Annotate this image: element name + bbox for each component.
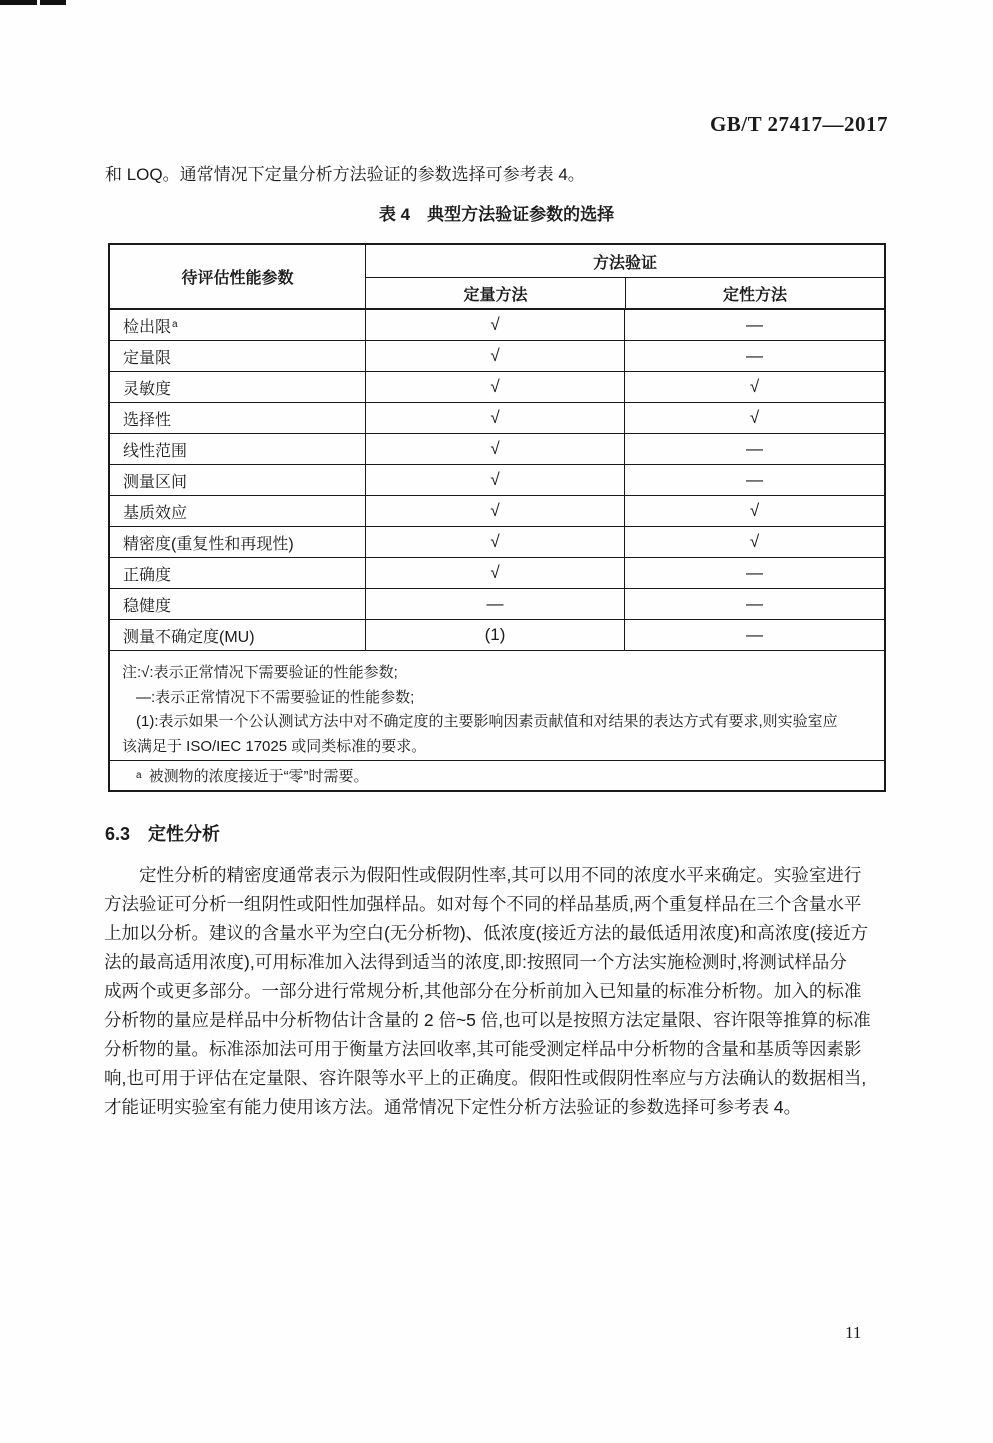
table-footnote [110, 761, 884, 790]
page-number: 11 [845, 1323, 862, 1342]
qualitative-cell: — [746, 439, 763, 458]
quantitative-cell: √ [366, 465, 625, 495]
param-cell: 测量区间 [110, 465, 366, 495]
table-row [110, 589, 884, 620]
table-row [110, 341, 884, 372]
qualitative-cell: √ [749, 377, 760, 396]
qualitative-cell: √ [749, 408, 760, 427]
section-paragraph [104, 861, 896, 1122]
table-body [110, 310, 884, 651]
paragraph-line: 响,也可用于评估在定量限、容许限等水平上的正确度。假阳性或假阴性率应与方法确认的数据相当, [104, 1068, 867, 1088]
paragraph-line: 才能证明实验室有能力使用该方法。通常情况下定性分析方法验证的参数选择可参考表 4。 [104, 1097, 802, 1117]
header-quantitative: 定量方法 [463, 286, 528, 304]
section-title: 定性分析 [148, 824, 221, 844]
footnote-text: 被测物的浓度接近于“零”时需要。 [148, 768, 369, 785]
table-row [110, 372, 884, 403]
quantitative-cell: √ [366, 558, 625, 588]
quantitative-cell: — [366, 589, 625, 619]
table-header [110, 245, 884, 310]
param-cell: 定量限 [110, 341, 366, 371]
param-cell: 灵敏度 [110, 372, 366, 402]
param-cell: 测量不确定度(MU) [110, 620, 366, 650]
paragraph-line: 方法验证可分析一组阴性或阳性加强样品。如对每个不同的样品基质,两个重复样品在三个含量水平 [104, 894, 862, 914]
quantitative-cell: √ [366, 341, 625, 371]
quantitative-cell: √ [366, 372, 625, 402]
note-line: 注:√:表示正常情况下需要验证的性能参数; [122, 664, 398, 681]
qualitative-cell: — [746, 346, 763, 365]
param-cell: 稳健度 [110, 589, 366, 619]
param-cell: 正确度 [110, 558, 366, 588]
table-row [110, 465, 884, 496]
table-row [110, 434, 884, 465]
method-validation-table [108, 243, 886, 792]
table-row [110, 310, 884, 341]
param-cell: 检出限 a [110, 310, 366, 340]
qualitative-cell: — [746, 563, 763, 582]
param-cell: 线性范围 [110, 434, 366, 464]
section-number: 6.3 [105, 824, 131, 844]
table-row [110, 403, 884, 434]
qualitative-cell: √ [749, 501, 760, 520]
quantitative-cell: √ [366, 434, 625, 464]
table-title: 表 4 典型方法验证参数的选择 [378, 205, 615, 224]
quantitative-cell: √ [366, 496, 625, 526]
header-qualitative: 定性方法 [625, 278, 884, 308]
table-row [110, 558, 884, 589]
scan-artifact [0, 0, 37, 5]
quantitative-cell: √ [366, 403, 625, 433]
section-heading [105, 820, 220, 846]
quantitative-cell: √ [366, 527, 625, 557]
param-cell: 基质效应 [110, 496, 366, 526]
table-row [110, 496, 884, 527]
paragraph-line: 分析物的量应是样品中分析物估计含量的 2 倍~5 倍,也可以是按照方法定量限、容许限等推算的标准 [104, 1010, 871, 1030]
table-row [110, 527, 884, 558]
note-line: —:表示正常情况下不需要验证的性能参数; [136, 688, 415, 706]
table-notes [110, 651, 884, 761]
quantitative-cell: (1) [366, 620, 625, 650]
paragraph-line: 法的最高适用浓度),可用标准加入法得到适当的浓度,即:按照同一个方法实施检测时,将测试样品分 [104, 952, 847, 972]
paragraph-line: 上加以分析。建议的含量水平为空白(无分析物)、低浓度(接近方法的最低适用浓度)和高浓度(接近方 [104, 923, 869, 943]
note-line: 该满足于 ISO/IEC 17025 或同类标准的要求。 [122, 737, 427, 755]
quantitative-cell: √ [366, 310, 625, 340]
header-param-column: 待评估性能参数 [110, 245, 366, 308]
paragraph-line: 定性分析的精密度通常表示为假阳性或假阴性率,其可以用不同的浓度水平来确定。实验室进行 [139, 865, 862, 885]
note-line: (1):表示如果一个公认测试方法中对不确定度的主要影响因素贡献值和对结果的表达方式有要求,则实验室应 [136, 713, 838, 730]
table-row [110, 620, 884, 651]
qualitative-cell: — [746, 625, 763, 644]
qualitative-cell: — [746, 470, 763, 489]
paragraph-line: 分析物的量。标准添加法可用于衡量方法回收率,其可能受测定样品中分析物的含量和基质等因素影 [104, 1039, 862, 1059]
paragraph-line: 成两个或更多部分。一部分进行常规分析,其他部分在分析前加入已知量的标准分析物。加入的标准 [104, 981, 862, 1001]
intro-paragraph: 和 LOQ。通常情况下定量分析方法验证的参数选择可参考表 4。 [105, 165, 585, 184]
scan-artifact [40, 0, 66, 5]
footnote-marker: a [136, 770, 142, 781]
param-cell: 精密度(重复性和再现性) [110, 527, 366, 557]
standard-code: GB/T 27417—2017 [709, 112, 888, 136]
qualitative-cell: — [746, 594, 763, 613]
param-cell: 选择性 [110, 403, 366, 433]
qualitative-cell: — [746, 315, 763, 334]
header-group: 方法验证 [366, 245, 884, 278]
qualitative-cell: √ [749, 532, 760, 551]
